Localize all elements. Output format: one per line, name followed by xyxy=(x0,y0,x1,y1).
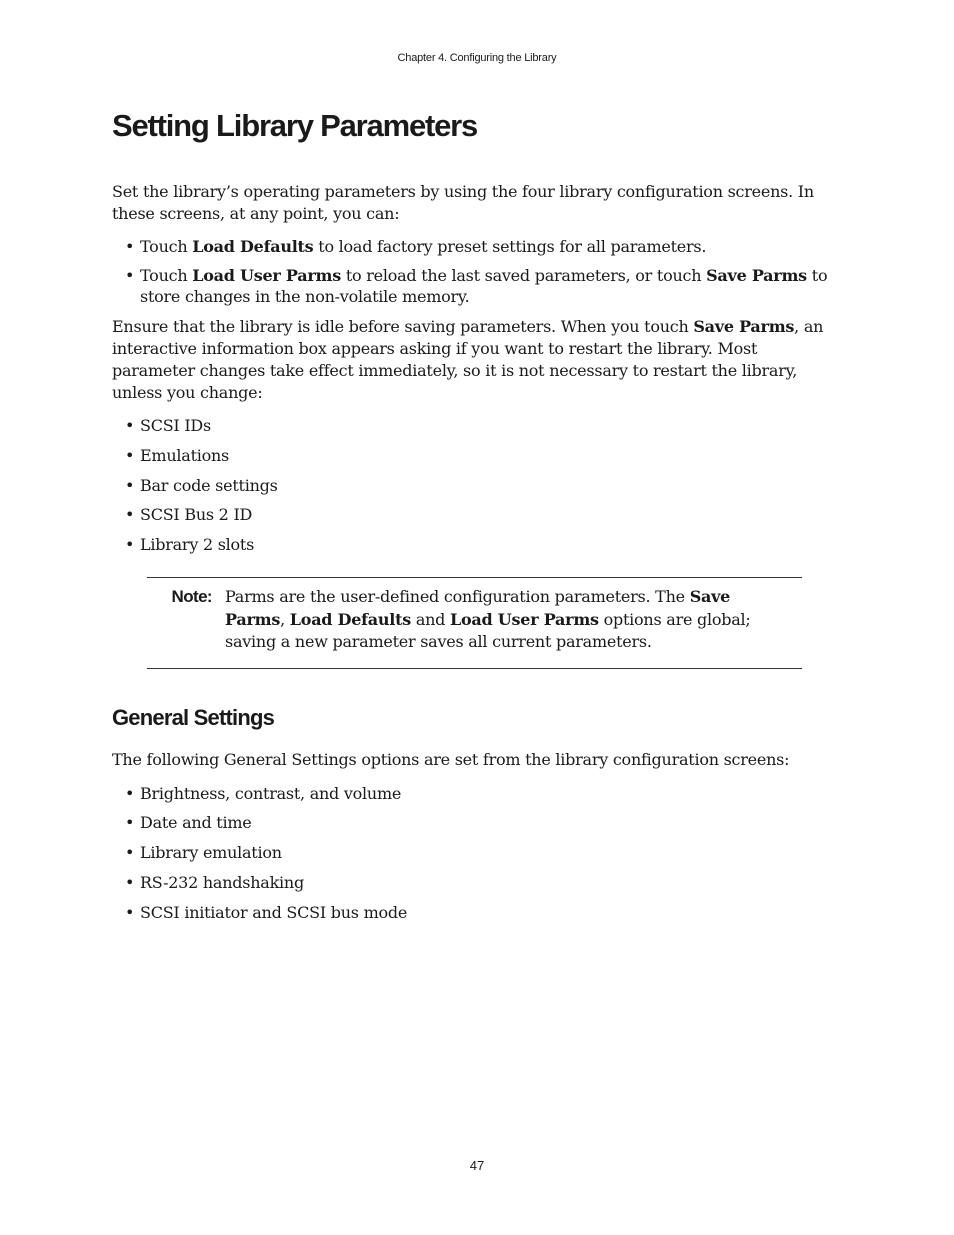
note-box xyxy=(147,577,802,669)
action-list xyxy=(112,236,842,307)
running-head: Chapter 4. Configuring the Library xyxy=(397,52,557,64)
list-item: • RS-232 handshaking xyxy=(112,872,842,893)
load-defaults-label: Load Defaults xyxy=(192,237,314,256)
general-settings-heading: General Settings xyxy=(112,704,275,730)
note-label: Note: xyxy=(171,587,212,607)
ensure-paragraph: Ensure that the library is idle before saving parameters. When you touch Save Parms, an interactive information box appears asking if you want to restart the library. Most parameter changes take effect immediately, so it is not necessary to restart the library, unless you change: xyxy=(112,317,824,402)
list-item: • Emulations xyxy=(112,445,842,466)
action-item-load-user-parms: • Touch Load User Parms to reload the last saved parameters, or touch Save Parms to store changes in the non-volatile memory. xyxy=(112,265,842,307)
list-item: • Bar code settings xyxy=(112,475,842,496)
load-user-parms-label: Load User Parms xyxy=(192,266,341,285)
restart-items-list xyxy=(112,415,842,555)
list-item: • Library emulation xyxy=(112,842,842,863)
page-number: 47 xyxy=(469,1158,485,1173)
list-item: • SCSI IDs xyxy=(112,415,842,436)
list-item: • Date and time xyxy=(112,812,842,833)
intro-paragraph: Set the library’s operating parameters by using the four library configuration screens. In these screens, at any point, you can: xyxy=(112,182,814,223)
list-item: • Library 2 slots xyxy=(112,534,842,555)
list-item: • SCSI initiator and SCSI bus mode xyxy=(112,902,842,923)
list-item: • Brightness, contrast, and volume xyxy=(112,783,842,804)
list-item: • SCSI Bus 2 ID xyxy=(112,504,842,525)
save-parms-label: Save Parms xyxy=(706,266,807,285)
general-intro-paragraph: The following General Settings options are set from the library configuration screens: xyxy=(112,749,790,769)
action-item-load-defaults: • Touch Load Defaults to load factory preset settings for all parameters. xyxy=(112,236,842,257)
general-settings-list xyxy=(112,783,842,923)
page-content xyxy=(112,104,842,923)
section-title: Setting Library Parameters xyxy=(112,108,478,143)
note-text: Parms are the user-defined configuration parameters. The Save Parms, Load Defaults and Load User Parms options are global; saving a new parameter saves all current parameters. xyxy=(225,587,751,652)
save-parms-label: Save Parms xyxy=(693,317,795,336)
